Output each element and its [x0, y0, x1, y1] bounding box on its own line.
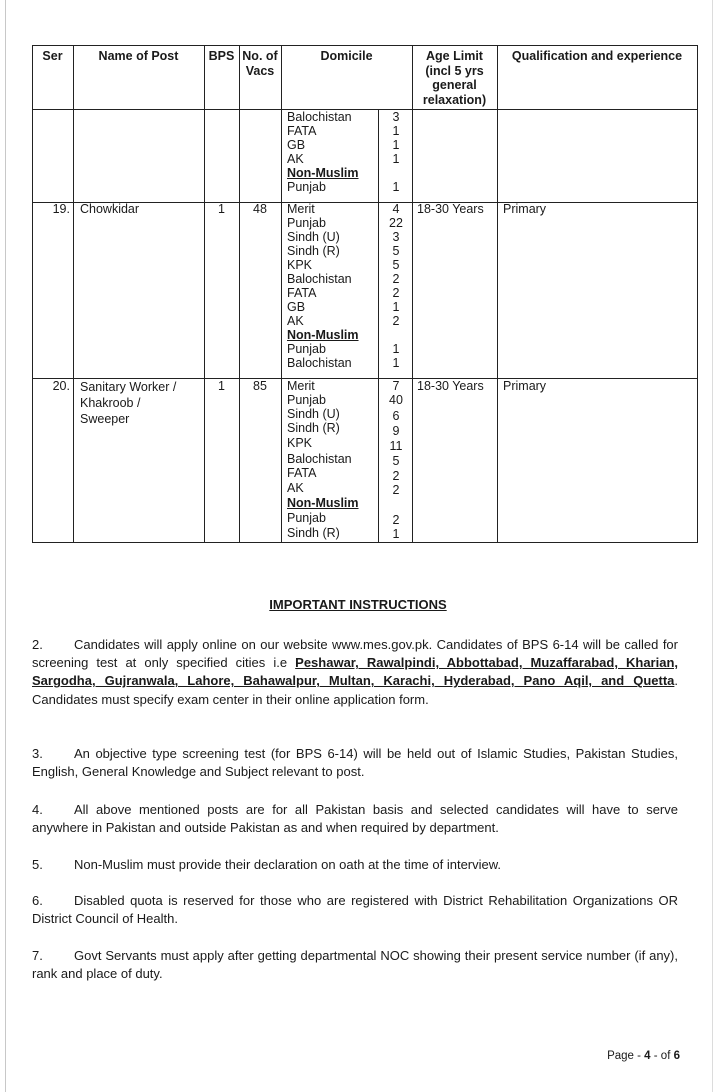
domicile-item: Sindh (U)	[287, 407, 340, 421]
instruction-number: 6.	[32, 893, 43, 908]
domicile-item: AK	[287, 481, 304, 495]
row20-ser: 20.	[52, 379, 70, 393]
count-item: 1	[392, 300, 400, 314]
instruction-text: Candidates will apply online on our website www.mes.gov.pk. Candidates of BPS 6-14 will be called for screening test at only specified cities i.e	[32, 637, 678, 671]
domicile-item: Balochistan	[287, 272, 352, 286]
page-total: 6	[673, 1050, 680, 1062]
count-item: 1	[392, 180, 400, 194]
row20-name-line: Khakroob /	[80, 396, 141, 410]
domicile-item: Balochistan	[287, 452, 352, 466]
header-vacs-line: No. of	[242, 49, 278, 63]
instructions-title: IMPORTANT INSTRUCTIONS	[269, 597, 447, 612]
col-line	[697, 45, 698, 543]
domicile-item: Sindh (U)	[287, 230, 340, 244]
row20-name-line: Sweeper	[80, 412, 130, 426]
domicile-item: FATA	[287, 124, 317, 138]
count-item: 2	[392, 272, 400, 286]
col-line	[281, 45, 282, 543]
count-item: 2	[392, 483, 400, 497]
page-edge-right	[712, 0, 713, 1092]
domicile-item: KPK	[287, 258, 313, 272]
domicile-item: FATA	[287, 466, 317, 480]
page-number	[607, 1050, 680, 1062]
col-line	[73, 45, 74, 543]
header-age-line: general	[432, 78, 477, 92]
count-item: 1	[392, 342, 400, 356]
header-age-line: relaxation)	[422, 92, 487, 107]
row20-qualification: Primary	[503, 379, 547, 393]
row19-bps: 1	[218, 202, 225, 216]
instruction-number: 5.	[32, 857, 43, 872]
domicile-item: Balochistan	[287, 356, 352, 370]
count-item: 40	[389, 393, 403, 407]
instruction-2	[32, 636, 678, 709]
row20-name-line: Sanitary Worker /	[80, 380, 177, 394]
domicile-item: Punjab	[287, 342, 326, 356]
instruction-number: 7.	[32, 948, 43, 963]
header-domicile: Domicile	[320, 49, 373, 63]
instruction-text: All above mentioned posts are for all Pakistan basis and selected candidates will have to serve anywhere in Pakistan and outside Pakistan as and when required by department.	[32, 802, 678, 836]
test-cities: Peshawar, Rawalpindi, Abbottabad, Muzaffarabad, Kharian, Sargodha, Gujranwala, Lahore, Bahawalpur, Multan, Karachi, Hyderabad, Pano Aqil, and Quetta	[32, 655, 679, 689]
header-ser: Ser	[42, 49, 63, 63]
row20-vacs: 85	[253, 379, 267, 393]
domicile-heading-non-muslim: Non-Muslim	[287, 166, 359, 180]
domicile-item: Punjab	[287, 216, 326, 230]
row20-age: 18-30 Years	[417, 379, 484, 393]
count-item: 5	[392, 258, 400, 272]
page-prefix: Page -	[607, 1050, 645, 1062]
instruction-text: . Candidates must specify exam center in their online application form.	[32, 673, 678, 707]
col-line	[378, 109, 379, 543]
count-item: 7	[392, 379, 400, 393]
domicile-item: KPK	[287, 436, 313, 450]
page-current: 4	[644, 1050, 651, 1062]
instruction-5	[32, 856, 678, 874]
header-age-line: (incl 5 yrs	[425, 63, 484, 78]
count-item: 6	[392, 409, 400, 423]
domicile-item: Merit	[287, 379, 315, 393]
instruction-text: An objective type screening test (for BPS 6-14) will be held out of Islamic Studies, Pakistan Studies, English, General Knowledge and Subject relevant to post.	[32, 746, 678, 780]
table-border-bottom	[32, 542, 698, 543]
count-item: 11	[389, 439, 403, 453]
header-divider	[32, 109, 698, 110]
count-item: 5	[392, 244, 400, 258]
page-mid: - of	[650, 1050, 674, 1062]
count-item: 22	[389, 216, 403, 230]
row19-ser: 19.	[52, 202, 70, 216]
instruction-number: 3.	[32, 746, 43, 761]
domicile-item: GB	[287, 300, 306, 314]
row20-name	[80, 379, 176, 427]
instruction-text: Disabled quota is reserved for those who are registered with District Rehabilitation Organizations OR District Council of Health.	[32, 893, 678, 927]
domicile-item: Merit	[287, 202, 315, 216]
table-border-top	[32, 45, 698, 46]
instruction-7	[32, 947, 678, 983]
count-item: 3	[392, 230, 400, 244]
domicile-heading-non-muslim: Non-Muslim	[287, 496, 359, 510]
domicile-item: GB	[287, 138, 306, 152]
header-qualification: Qualification and experience	[511, 49, 683, 63]
domicile-item: Sindh (R)	[287, 526, 340, 540]
domicile-item: AK	[287, 152, 304, 166]
row19-name: Chowkidar	[80, 202, 140, 216]
count-item: 1	[392, 124, 400, 138]
instruction-number: 4.	[32, 802, 43, 817]
domicile-item: Punjab	[287, 511, 326, 525]
col-line	[412, 45, 413, 543]
count-item: 1	[392, 138, 400, 152]
instruction-text: Govt Servants must apply after getting departmental NOC showing their present service number (if any), rank and place of duty.	[32, 948, 678, 982]
col-line	[497, 45, 498, 543]
row20-bps: 1	[218, 379, 225, 393]
count-item: 1	[392, 527, 400, 541]
domicile-item: FATA	[287, 286, 317, 300]
page-edge	[5, 0, 6, 1092]
count-item: 1	[392, 152, 400, 166]
domicile-item: Punjab	[287, 393, 326, 407]
instruction-3	[32, 745, 678, 781]
domicile-item: Balochistan	[287, 110, 352, 124]
domicile-item: Sindh (R)	[287, 421, 340, 435]
header-vacs-line: Vacs	[245, 63, 275, 78]
header-bps: BPS	[208, 49, 235, 63]
domicile-item: Sindh (R)	[287, 244, 340, 258]
vacancy-table	[32, 45, 698, 543]
col-line	[239, 45, 240, 543]
instruction-4	[32, 801, 678, 837]
instruction-text: Non-Muslim must provide their declaration on oath at the time of interview.	[74, 857, 502, 872]
count-item: 4	[392, 202, 400, 216]
count-item: 2	[392, 286, 400, 300]
count-item: 2	[392, 469, 400, 483]
row19-vacs: 48	[253, 202, 267, 216]
header-vacs	[239, 49, 281, 78]
count-item: 1	[392, 356, 400, 370]
instruction-6	[32, 892, 678, 928]
row19-qualification: Primary	[503, 202, 547, 216]
domicile-heading-non-muslim: Non-Muslim	[287, 328, 359, 342]
count-item: 9	[392, 424, 400, 438]
row19-age: 18-30 Years	[417, 202, 484, 216]
count-item: 5	[392, 454, 400, 468]
count-item: 2	[392, 513, 400, 527]
col-line	[204, 45, 205, 543]
header-name-of-post: Name of Post	[98, 49, 179, 63]
count-item: 3	[392, 110, 400, 124]
instruction-number: 2.	[32, 637, 43, 652]
domicile-item: Punjab	[287, 180, 326, 194]
domicile-item: AK	[287, 314, 304, 328]
col-line	[32, 45, 33, 543]
header-age-limit	[412, 49, 497, 107]
count-item: 2	[392, 314, 400, 328]
header-age-line: Age Limit	[426, 49, 483, 63]
